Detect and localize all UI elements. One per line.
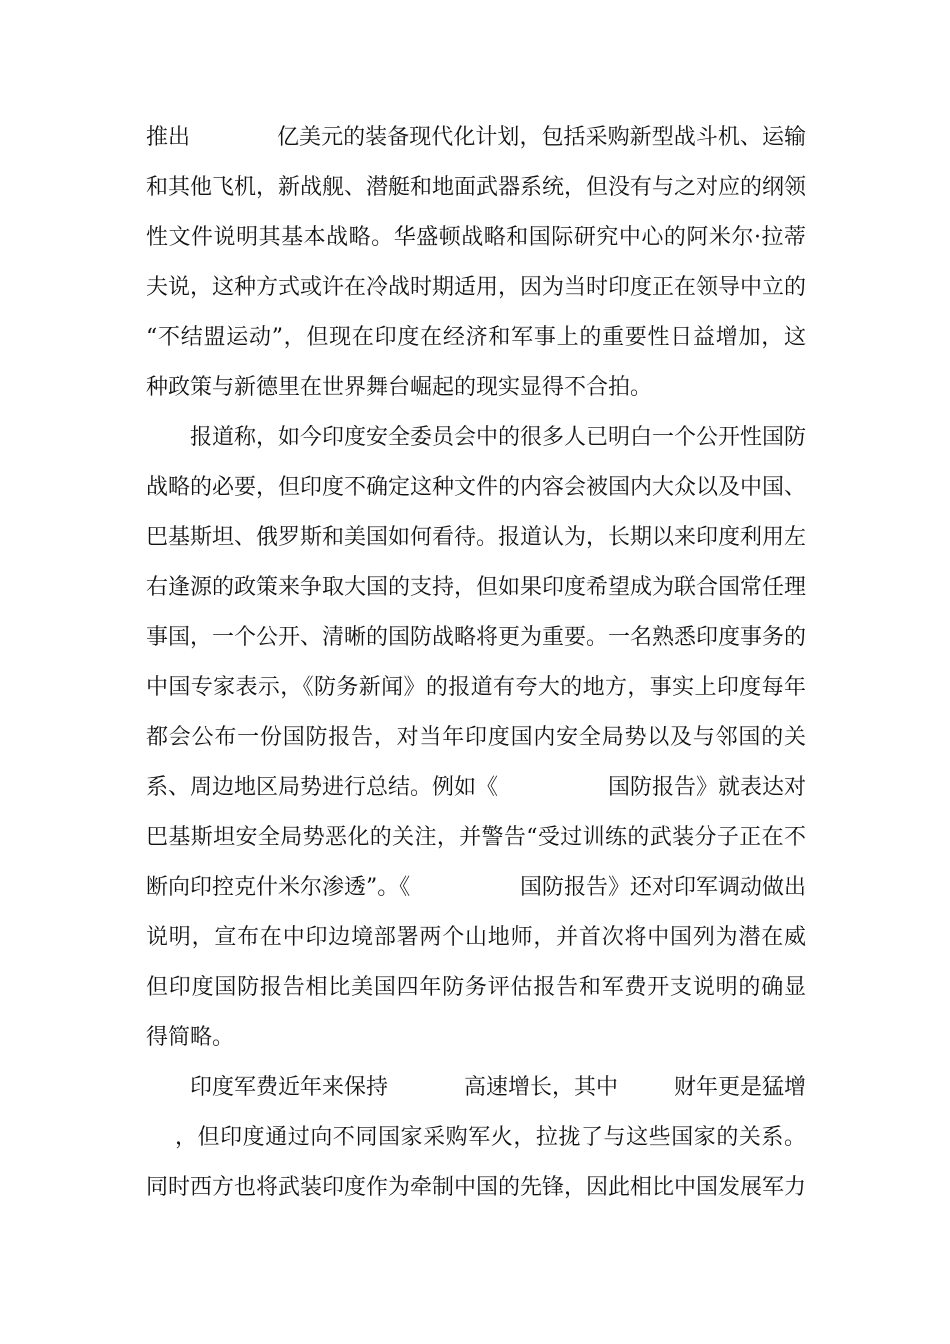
text-line: 战略的必要，但印度不确定这种文件的内容会被国内大众以及中国、 bbox=[146, 475, 806, 500]
text-segment: 系、周边地区局势进行总结。例如《 bbox=[146, 775, 499, 800]
text-line: 但印度国防报告相比美国四年防务评估报告和军费开支说明的确显 bbox=[146, 975, 806, 1000]
text-line: 种政策与新德里在世界舞台崛起的现实显得不合拍。 bbox=[146, 375, 653, 400]
text-line: 得简略。 bbox=[146, 1025, 235, 1050]
text-line: 事国，一个公开、清晰的国防战略将更为重要。一名熟悉印度事务的 bbox=[146, 625, 806, 650]
text-segment: 推出 bbox=[146, 125, 191, 150]
text-line bbox=[146, 1121, 806, 1155]
text-line: 都会公布一份国防报告，对当年印度国内安全局势以及与邻国的关 bbox=[146, 725, 806, 750]
text-line bbox=[146, 1071, 806, 1105]
text-line: 夫说，这种方式或许在冷战时期适用，因为当时印度正在领导中立的 bbox=[146, 275, 806, 300]
text-line: 右逢源的政策来争取大国的支持，但如果印度希望成为联合国常任理 bbox=[146, 575, 806, 600]
text-line bbox=[146, 771, 806, 805]
text-segment: ，但印度通过向不同国家采购军火，拉拢了与这些国家的关系。 bbox=[175, 1125, 806, 1150]
text-line: 说明，宣布在中印边境部署两个山地师，并首次将中国列为潜在威 bbox=[146, 925, 806, 950]
text-line: 报道称，如今印度安全委员会中的很多人已明白一个公开性国防 bbox=[190, 425, 806, 450]
text-segment: 财年更是猛增 bbox=[674, 1075, 806, 1100]
text-line bbox=[146, 121, 806, 155]
text-line bbox=[146, 871, 806, 905]
text-segment: 断向印控克什米尔渗透”。《 bbox=[146, 875, 411, 900]
text-line: 性文件说明其基本战略。华盛顿战略和国际研究中心的阿米尔·拉蒂 bbox=[146, 225, 806, 250]
text-line: 同时西方也将武装印度作为牵制中国的先锋，因此相比中国发展军力 bbox=[146, 1175, 806, 1200]
text-segment: 国防报告》就表达对 bbox=[608, 775, 806, 800]
text-line: 中国专家表示，《防务新闻》的报道有夸大的地方，事实上印度每年 bbox=[146, 675, 806, 700]
text-segment: 印度军费近年来保持 bbox=[190, 1075, 389, 1100]
text-segment: 国防报告》还对印军调动做出 bbox=[520, 875, 806, 900]
text-line: 和其他飞机，新战舰、潜艇和地面武器系统，但没有与之对应的纲领 bbox=[146, 175, 806, 200]
text-line: “不结盟运动”，但现在印度在经济和军事上的重要性日益增加，这 bbox=[146, 325, 806, 350]
text-segment: 亿美元的装备现代化计划，包括采购新型战斗机、运输 bbox=[277, 125, 806, 150]
text-segment: 高速增长，其中 bbox=[464, 1075, 619, 1100]
text-line: 巴基斯坦、俄罗斯和美国如何看待。报道认为，长期以来印度利用左 bbox=[146, 525, 806, 550]
text-line: 巴基斯坦安全局势恶化的关注，并警告“受过训练的武装分子正在不 bbox=[146, 825, 806, 850]
